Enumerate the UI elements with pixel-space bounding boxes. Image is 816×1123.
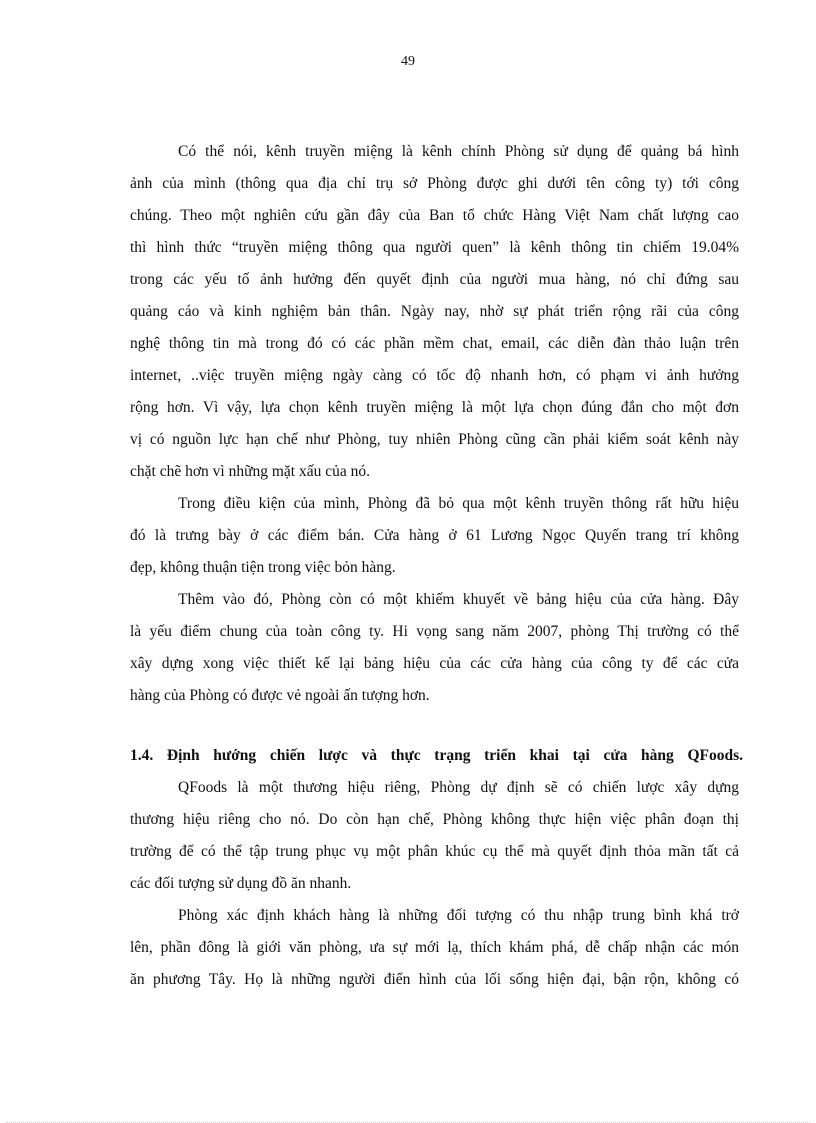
text-line: là yếu điểm chung của toàn công ty. Hi vọng sang năm 2007, phòng Thị trường có thể <box>130 623 739 640</box>
text-line: QFoods là một thương hiệu riêng, Phòng dự định sẽ có chiến lược xây dựng <box>178 779 739 796</box>
text-line: đẹp, không thuận tiện trong việc bỏn hàng. <box>130 559 396 576</box>
text-line: trong các yếu tố ảnh hưởng đến quyết định của người mua hàng, nó chỉ đứng sau <box>130 271 739 288</box>
text-line: nghệ thông tin mà trong đó có các phần mềm chat, email, các diễn đàn thảo luận trên <box>130 335 739 352</box>
text-line: chúng. Theo một nghiên cứu gần đây của Ban tổ chức Hàng Việt Nam chất lượng cao <box>130 207 739 224</box>
text-line: ăn phương Tây. Họ là những người điển hình của lối sống hiện đại, bận rộn, không có <box>130 971 739 988</box>
text-line: quảng cáo và kinh nghiệm bản thân. Ngày nay, nhờ sự phát triển rộng rãi của công <box>130 303 739 320</box>
text-line: Trong điều kiện của mình, Phòng đã bỏ qua một kênh truyền thông rất hữu hiệu <box>178 495 739 512</box>
text-line: chặt chẽ hơn vì những mặt xấu của nó. <box>130 463 370 480</box>
text-line: vị có nguồn lực hạn chế như Phòng, tuy nhiên Phòng cũng cần phải kiểm soát kênh này <box>130 431 739 448</box>
text-line: rộng hơn. Vì vậy, lựa chọn kênh truyền miệng là một lựa chọn đúng đắn cho một đơn <box>130 399 739 416</box>
text-line: ảnh của mình (thông qua địa chỉ trụ sở Phòng được ghi dưới tên công ty) tới công <box>130 175 739 192</box>
text-line: thương hiệu riêng cho nó. Do còn hạn chế, Phòng không thực hiện việc phân đoạn thị <box>130 811 739 828</box>
page-number: 49 <box>401 54 415 69</box>
text-line: các đối tượng sử dụng đồ ăn nhanh. <box>130 875 352 892</box>
text-line: internet, ..việc truyền miệng ngày càng có tốc độ nhanh hơn, có phạm vi ảnh hưởng <box>130 367 739 384</box>
text-line: hàng của Phòng có được vẻ ngoài ấn tượng hơn. <box>130 687 430 704</box>
section-heading: 1.4. Định hướng chiến lược và thực trạng triển khai tại cửa hàng QFoods. <box>130 747 743 764</box>
text-line: Thêm vào đó, Phòng còn có một khiếm khuyết về bảng hiệu của cửa hàng. Đây <box>178 591 739 608</box>
text-line: Phòng xác định khách hàng là những đối tượng có thu nhập trung bình khá trở <box>178 907 739 924</box>
text-line: thì hình thức “truyền miệng thông qua người quen” là kênh thông tin chiếm 19.04% <box>130 239 739 256</box>
text-line: đó là trưng bày ở các điểm bán. Cửa hàng ở 61 Lương Ngọc Quyến trang trí không <box>130 527 739 544</box>
text-line: Có thể nói, kênh truyền miệng là kênh chính Phòng sử dụng để quảng bá hình <box>178 143 739 160</box>
text-line: lên, phần đông là giới văn phòng, ưa sự mới lạ, thích khám phá, dễ chấp nhận các món <box>130 939 739 956</box>
text-line: xây dựng xong việc thiết kế lại bảng hiệu của các cửa hàng của công ty để các cửa <box>130 655 739 672</box>
text-line: trường để có thể tập trung phục vụ một phân khúc cụ thể mà quyết định thỏa mãn tất cả <box>130 843 739 860</box>
